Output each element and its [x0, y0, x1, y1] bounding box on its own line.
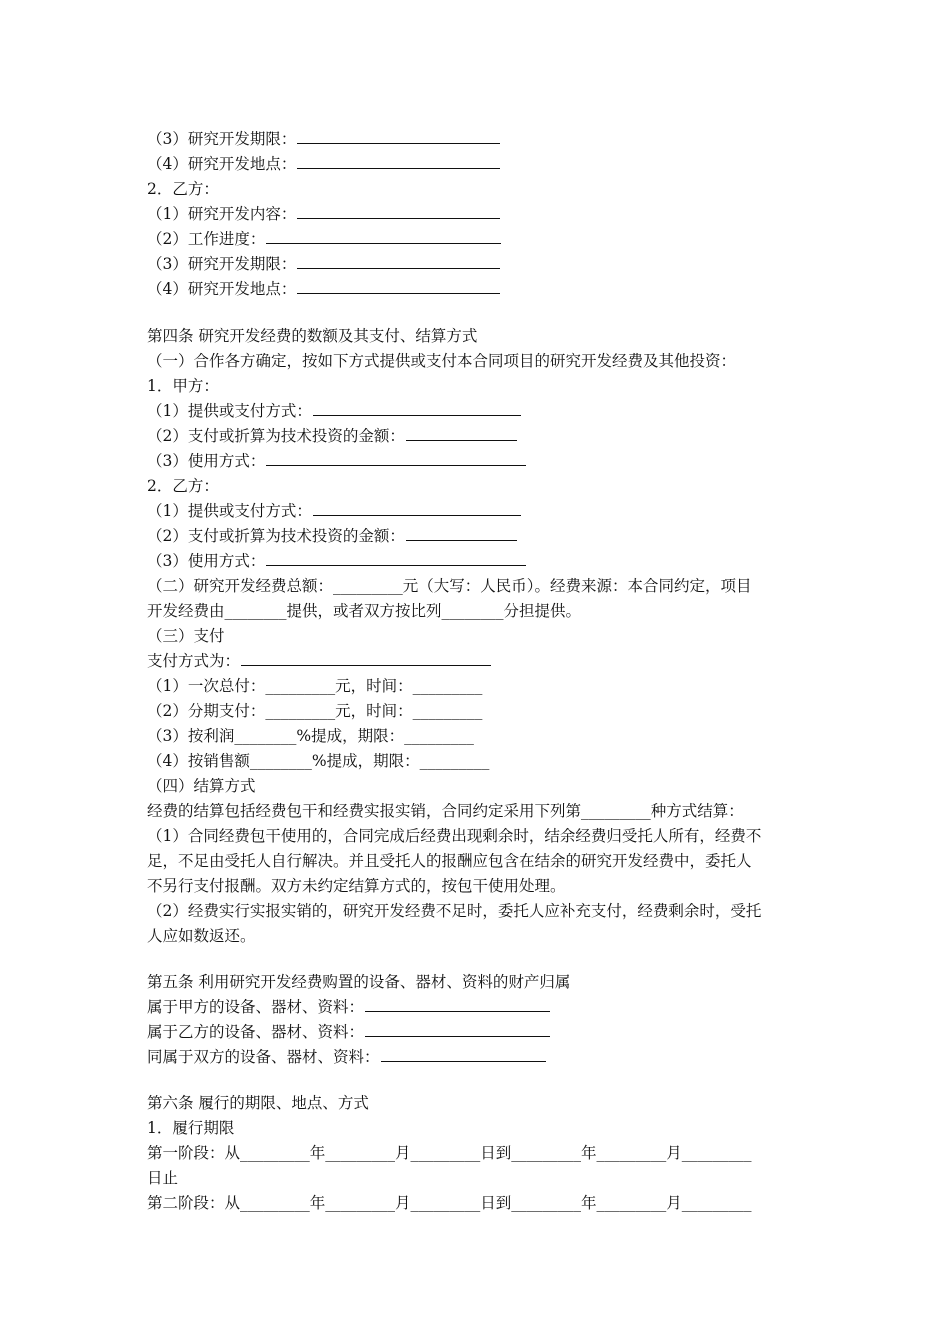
text-line [147, 526, 518, 550]
fill-in-blank[interactable] [365, 1022, 550, 1037]
line-text: （3）研究开发期限： [147, 255, 297, 273]
fill-in-blank[interactable] [297, 279, 500, 294]
line-text: （四）结算方式 [147, 777, 256, 795]
line-text: （3）使用方式： [147, 552, 266, 570]
line-text: 2．乙方： [147, 477, 219, 495]
line-text: （1）合同经费包干使用的，合同完成后经费出现剩余时，结余经费归受托人所有，经费不 [147, 827, 762, 845]
line-text: （2）工作进度： [147, 230, 266, 248]
text-line [147, 1093, 369, 1117]
text-line [147, 676, 482, 700]
text-line [147, 726, 474, 750]
text-line [147, 129, 501, 153]
fill-in-blank[interactable] [241, 651, 491, 666]
line-text: 不另行支付报酬。双方未约定结算方式的，按包干使用处理。 [147, 877, 566, 895]
line-text: 人应如数返还。 [147, 927, 256, 945]
text-line [147, 551, 527, 575]
text-line [147, 651, 492, 675]
text-line [147, 476, 219, 500]
text-line [147, 972, 570, 996]
text-line [147, 229, 502, 253]
fill-in-blank[interactable] [297, 154, 500, 169]
line-text: 开发经费由________提供，或者双方按比列________分担提供。 [147, 602, 582, 620]
line-text: 日止 [147, 1169, 179, 1187]
line-text: （1）提供或支付方式： [147, 402, 312, 420]
text-line [147, 776, 256, 800]
line-text: 第二阶段：从_________年_________月_________日到_________年_________月_________ [147, 1194, 752, 1212]
line-text: （三）支付 [147, 627, 225, 645]
line-text: （2）分期支付：_________元，时间：_________ [147, 702, 483, 720]
text-line [147, 1022, 551, 1046]
line-text: （3）使用方式： [147, 452, 266, 470]
text-line [147, 997, 551, 1021]
text-line [147, 401, 522, 425]
text-line [147, 701, 482, 725]
text-line [147, 901, 761, 925]
line-text: （4）研究开发地点： [147, 155, 297, 173]
line-text: 属于甲方的设备、器材、资料： [147, 998, 365, 1016]
line-text: （二）研究开发经费总额：_________元（大写：人民币）。经费来源：本合同约定，项目 [147, 577, 752, 595]
line-text: 支付方式为： [147, 652, 241, 670]
text-line [147, 601, 581, 625]
line-text: （3）按利润________%提成，期限：_________ [147, 727, 474, 745]
text-line [147, 254, 501, 278]
line-text: 经费的结算包括经费包干和经费实报实销，合同约定采用下列第_________种方式结算： [147, 802, 744, 820]
fill-in-blank[interactable] [266, 551, 526, 566]
text-line [147, 451, 527, 475]
fill-in-blank[interactable] [297, 129, 500, 144]
text-line [147, 851, 752, 875]
line-text: （4）研究开发地点： [147, 280, 297, 298]
fill-in-blank[interactable] [381, 1047, 546, 1062]
line-text: 足，不足由受托人自行解决。并且受托人的报酬应包含在结余的研究开发经费中，委托人 [147, 852, 752, 870]
line-text: 第四条 研究开发经费的数额及其支付、结算方式 [147, 327, 478, 345]
line-text: （2）支付或折算为技术投资的金额： [147, 427, 405, 445]
text-line [147, 826, 761, 850]
line-text: （一）合作各方确定，按如下方式提供或支付本合同项目的研究开发经费及其他投资： [147, 352, 737, 370]
line-text: （4）按销售额________%提成，期限：_________ [147, 752, 490, 770]
line-text: （1）提供或支付方式： [147, 502, 312, 520]
text-line [147, 576, 752, 600]
text-line [147, 426, 518, 450]
fill-in-blank[interactable] [297, 254, 500, 269]
line-text: （1）研究开发内容： [147, 205, 297, 223]
line-text: （2）支付或折算为技术投资的金额： [147, 527, 405, 545]
fill-in-blank[interactable] [365, 997, 550, 1012]
text-line [147, 351, 736, 375]
fill-in-blank[interactable] [266, 229, 501, 244]
line-text: 1．甲方： [147, 377, 219, 395]
fill-in-blank[interactable] [297, 204, 500, 219]
fill-in-blank[interactable] [313, 401, 521, 416]
fill-in-blank[interactable] [406, 426, 517, 441]
line-text: 同属于双方的设备、器材、资料： [147, 1048, 380, 1066]
text-line [147, 501, 522, 525]
text-line [147, 1168, 178, 1192]
line-text: 2．乙方： [147, 180, 219, 198]
text-line [147, 1143, 752, 1167]
text-line [147, 376, 219, 400]
text-line [147, 179, 219, 203]
text-line [147, 1047, 547, 1071]
line-text: 属于乙方的设备、器材、资料： [147, 1023, 365, 1041]
line-text: 第六条 履行的期限、地点、方式 [147, 1094, 369, 1112]
text-line [147, 154, 501, 178]
line-text: （2）经费实行实报实销的，研究开发经费不足时，委托人应补充支付，经费剩余时，受托 [147, 902, 762, 920]
text-line [147, 204, 501, 228]
text-line [147, 626, 225, 650]
fill-in-blank[interactable] [313, 501, 521, 516]
text-line [147, 751, 489, 775]
text-line [147, 326, 477, 350]
line-text: 第一阶段：从_________年_________月_________日到_________年_________月_________ [147, 1144, 752, 1162]
text-line [147, 926, 256, 950]
text-line [147, 876, 566, 900]
text-line [147, 1118, 234, 1142]
line-text: （1）一次总付：_________元，时间：_________ [147, 677, 483, 695]
text-line [147, 801, 744, 825]
line-text: 1．履行期限 [147, 1119, 235, 1137]
text-line [147, 279, 501, 303]
fill-in-blank[interactable] [266, 451, 526, 466]
fill-in-blank[interactable] [406, 526, 517, 541]
text-line [147, 1193, 752, 1217]
line-text: 第五条 利用研究开发经费购置的设备、器材、资料的财产归属 [147, 973, 571, 991]
line-text: （3）研究开发期限： [147, 130, 297, 148]
